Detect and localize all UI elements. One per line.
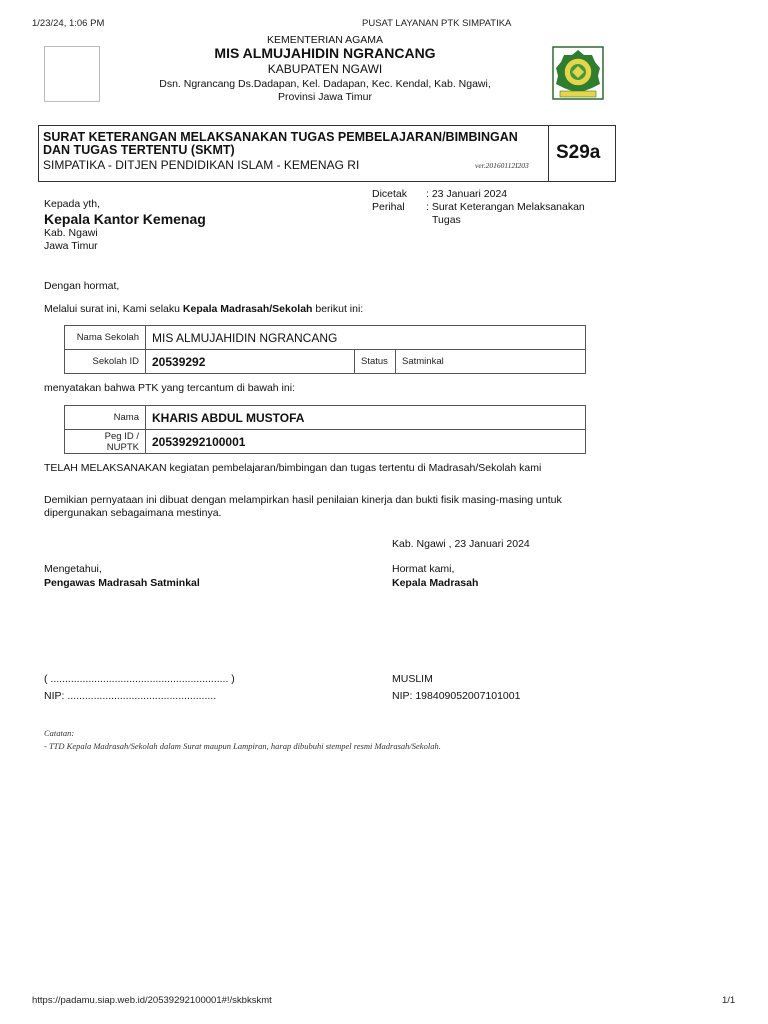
madrasah-seal-logo <box>552 46 604 100</box>
left-signer-role: Pengawas Madrasah Satminkal <box>44 577 200 589</box>
school-name-value: MIS ALMUJAHIDIN NGRANCANG <box>146 326 586 350</box>
print-site-title: PUSAT LAYANAN PTK SIMPATIKA <box>362 18 512 29</box>
table-row <box>65 326 586 350</box>
ministry-name: KEMENTERIAN AGAMA <box>266 34 384 46</box>
greeting: Dengan hormat, <box>44 280 120 292</box>
intro-text-bold: Kepala Madrasah/Sekolah <box>182 303 313 315</box>
recipient-salutation: Kepada yth, <box>44 198 101 210</box>
regency-name: KABUPATEN NGAWI <box>267 62 383 76</box>
printed-value: : 23 Januari 2024 <box>426 188 508 200</box>
printed-label: Dicetak <box>372 188 408 200</box>
recipient-name: Kepala Kantor Kemenag <box>44 211 206 227</box>
right-signer-role: Kepala Madrasah <box>392 577 479 589</box>
subject-value-line-1: : Surat Keterangan Melaksanakan <box>426 201 585 213</box>
school-name-heading: MIS ALMUJAHIDIN NGRANCANG <box>214 45 436 61</box>
letter-title-line-2: DAN TUGAS TERTENTU (SKMT) <box>43 143 235 157</box>
subject-value-line-2: Tugas <box>432 214 461 226</box>
subject-label: Perihal <box>372 201 405 213</box>
school-id-label: Sekolah ID <box>65 350 146 374</box>
table-row <box>65 350 586 374</box>
table-row <box>65 406 586 430</box>
ptk-statement: menyatakan bahwa PTK yang tercantum di bawah ini: <box>44 382 295 394</box>
recipient-line-2: Jawa Timur <box>44 240 98 252</box>
left-signer-name: ( ............................................................. ) <box>44 673 235 685</box>
school-info-table <box>64 325 586 374</box>
right-signer-name: MUSLIM <box>392 673 433 685</box>
letter-title-line-1: SURAT KETERANGAN MELAKSANAKAN TUGAS PEMBELAJARAN/BIMBINGAN <box>43 130 518 144</box>
version-label: ver.20160112I203 <box>475 161 529 170</box>
address-line-1: Dsn. Ngrancang Ds.Dadapan, Kel. Dadapan, Kec. Kendal, Kab. Ngawi, <box>159 78 491 90</box>
letter-subtitle: SIMPATIKA - DITJEN PENDIDIKAN ISLAM - KEMENAG RI <box>43 158 360 172</box>
title-block <box>38 125 616 182</box>
place-date: Kab. Ngawi , 23 Januari 2024 <box>392 538 530 550</box>
print-footer-page: 1/1 <box>722 995 736 1006</box>
ptk-id-value: 20539292100001 <box>146 430 586 454</box>
intro-text-start: Melalui surat ini, Kami selaku <box>44 303 183 315</box>
table-row <box>65 430 586 454</box>
recipient-line-1: Kab. Ngawi <box>44 227 98 239</box>
closing-line-1: Demikian pernyataan ini dibuat dengan melampirkan hasil penilaian kinerja dan bukti fisik masing-masing untuk <box>44 494 562 506</box>
status-value: Satminkal <box>396 350 586 374</box>
form-code: S29a <box>556 142 601 163</box>
print-datetime: 1/23/24, 1:06 PM <box>32 18 105 29</box>
print-footer-url: https://padamu.siap.web.id/20539292100001#!/skbkskmt <box>32 995 272 1006</box>
ptk-name-value: KHARIS ABDUL MUSTOFA <box>146 406 586 430</box>
declaration-text: TELAH MELAKSANAKAN kegiatan pembelajaran/bimbingan dan tugas tertentu di Madrasah/Sekolah kami <box>44 462 542 474</box>
right-signer-nip: NIP: 198409052007101001 <box>392 690 521 702</box>
photo-placeholder <box>44 46 100 102</box>
notes-line-1: - TTD Kepala Madrasah/Sekolah dalam Surat maupun Lampiran, harap dibubuhi stempel resmi Madrasah/Sekolah. <box>44 741 441 751</box>
intro-paragraph <box>44 303 363 315</box>
ptk-id-label: Peg ID / NUPTK <box>65 430 146 454</box>
intro-text-end: berikut ini: <box>312 303 364 315</box>
left-signer-nip: NIP: ................................................... <box>44 690 217 702</box>
status-label: Status <box>355 350 396 374</box>
school-id-value: 20539292 <box>146 350 355 374</box>
right-signer-intro: Hormat kami, <box>392 563 455 575</box>
school-name-label: Nama Sekolah <box>65 326 146 350</box>
address-line-2: Provinsi Jawa Timur <box>278 91 372 103</box>
closing-line-2: dipergunakan sebagaimana mestinya. <box>44 507 222 519</box>
ptk-info-table <box>64 405 586 454</box>
notes-heading: Catatan: <box>44 728 75 738</box>
left-signer-intro: Mengetahui, <box>44 563 102 575</box>
ptk-name-label: Nama <box>65 406 146 430</box>
